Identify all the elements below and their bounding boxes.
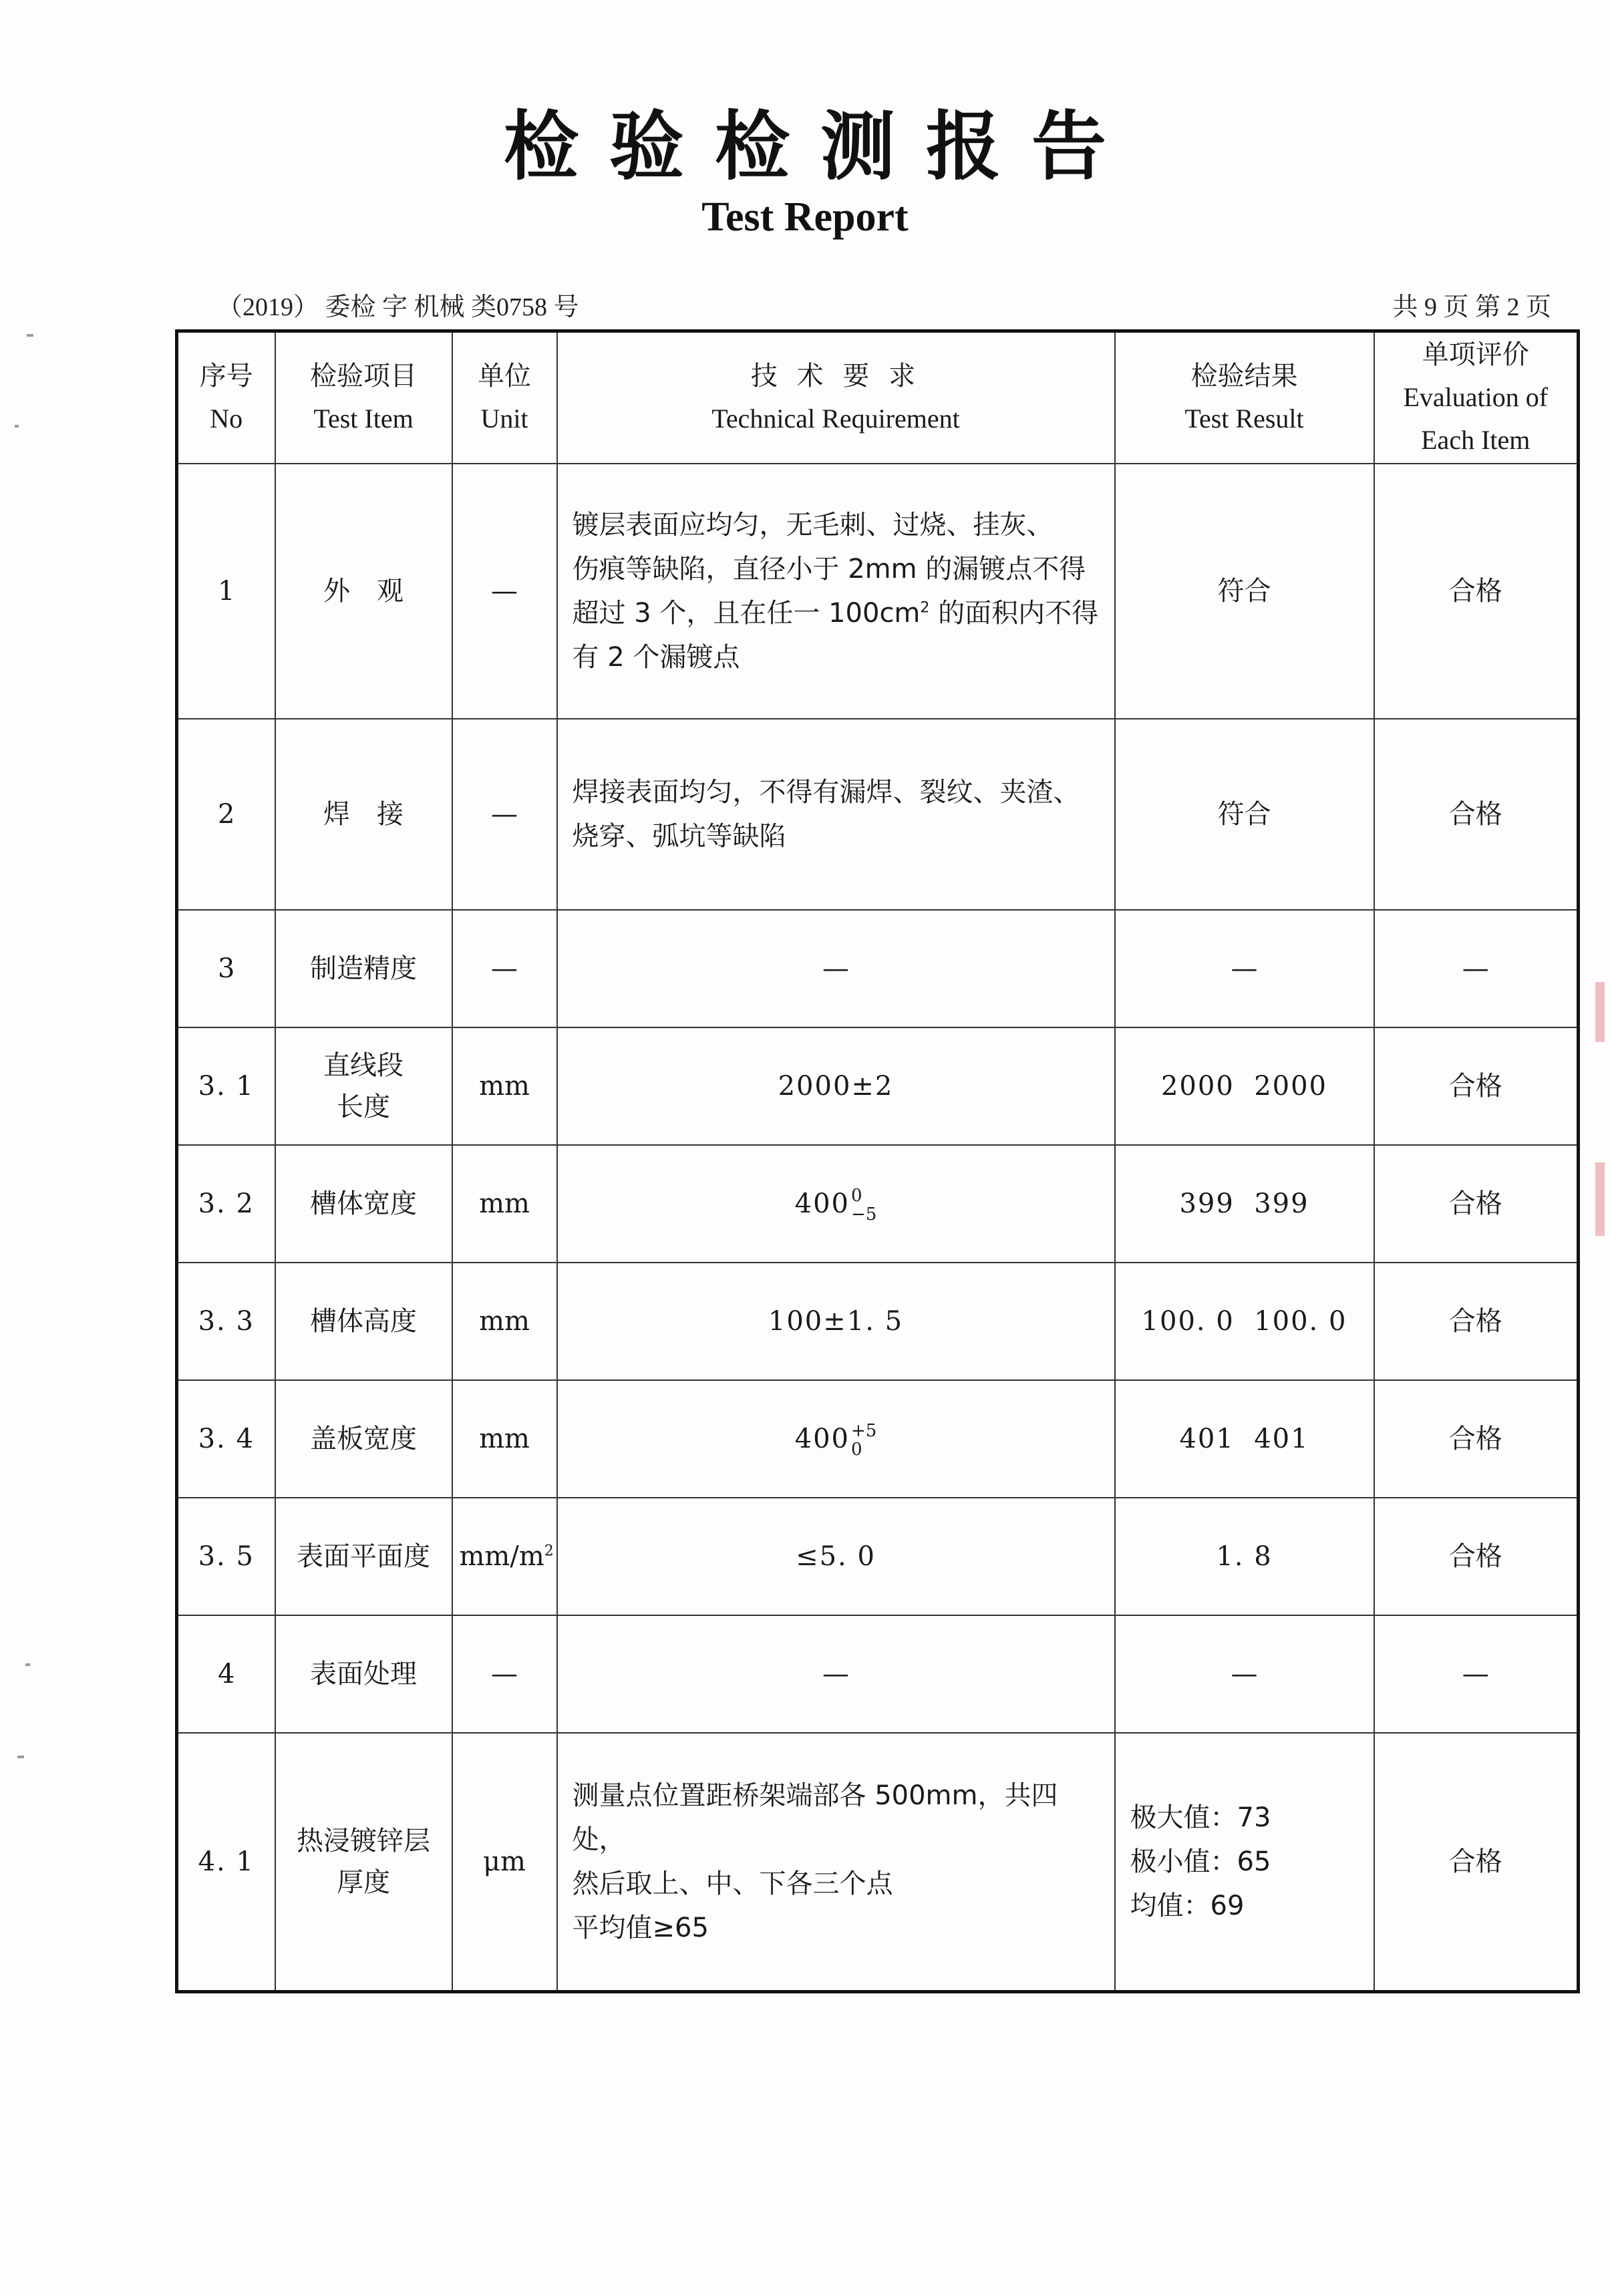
cell-evaluation: 合格 <box>1374 719 1579 910</box>
table-row <box>177 1733 1579 1992</box>
header-result-en: Test Result <box>1184 403 1304 434</box>
cell-evaluation: 合格 <box>1374 1145 1579 1263</box>
cell-no: 3. 1 <box>177 1027 275 1145</box>
cell-evaluation: 合格 <box>1374 1498 1579 1615</box>
cell-result: — <box>1115 1615 1374 1733</box>
req-base: 400 <box>794 1188 850 1219</box>
cell-requirement: — <box>557 910 1115 1027</box>
unit-superscript: 2 <box>544 1542 554 1560</box>
table-row <box>177 1263 1579 1380</box>
cell-unit: — <box>452 1615 557 1733</box>
table-row <box>177 1498 1579 1615</box>
cell-result <box>1115 1733 1374 1992</box>
cell-result: 符合 <box>1115 464 1374 719</box>
req-line: 然后取上、中、下各三个点 <box>572 1868 893 1899</box>
cell-result: 1. 8 <box>1115 1498 1374 1615</box>
table-header-row <box>177 331 1579 464</box>
cell-requirement: — <box>557 1615 1115 1733</box>
cell-item: 槽体高度 <box>275 1263 452 1380</box>
req-text: 的面积内不得 <box>929 597 1099 629</box>
cell-unit: — <box>452 910 557 1027</box>
result-line: 均值：69 <box>1130 1890 1245 1921</box>
report-title-cn: 检验检测报告 <box>504 104 1137 190</box>
tolerance-lower: 0 <box>851 1439 862 1460</box>
cell-requirement: 2000±2 <box>557 1027 1115 1145</box>
req-line: 镀层表面应均匀，无毛刺、过烧、挂灰、 <box>572 509 1054 540</box>
cell-unit: μm <box>452 1733 557 1992</box>
cell-item: 槽体宽度 <box>275 1145 452 1263</box>
cell-evaluation: 合格 <box>1374 1380 1579 1498</box>
req-line: 烧穿、弧坑等缺陷 <box>572 820 786 852</box>
header-no-en: No <box>210 403 243 434</box>
cell-evaluation: 合格 <box>1374 464 1579 719</box>
cell-requirement: 100±1. 5 <box>557 1263 1115 1380</box>
scan-speck <box>15 425 19 428</box>
req-line: 焊接表面均匀，不得有漏焊、裂纹、夹渣、 <box>572 776 1080 808</box>
stamp-edge-mark <box>1595 1162 1605 1236</box>
cell-unit: mm <box>452 1263 557 1380</box>
report-title-en: Test Report <box>701 194 909 240</box>
tolerance <box>851 1187 876 1224</box>
req-line <box>573 591 1100 635</box>
cell-no: 3. 5 <box>177 1498 275 1615</box>
cell-no: 3. 3 <box>177 1263 275 1380</box>
header-eval-en2: Each Item <box>1421 425 1531 456</box>
req-superscript: 2 <box>920 599 930 617</box>
req-base: 400 <box>794 1423 850 1454</box>
cell-item: 盖板宽度 <box>275 1380 452 1498</box>
header-no-cn: 序号 <box>199 361 253 392</box>
table-row <box>177 719 1579 910</box>
cell-evaluation: — <box>1374 910 1579 1027</box>
header-unit <box>452 331 557 464</box>
cell-unit: mm <box>452 1145 557 1263</box>
table-row <box>177 910 1579 1027</box>
header-evaluation <box>1374 331 1579 464</box>
stamp-edge-mark <box>1595 982 1605 1042</box>
header-no <box>177 331 275 464</box>
table-row <box>177 1380 1579 1498</box>
cell-no: 4. 1 <box>177 1733 275 1992</box>
header-item-en: Test Item <box>313 403 414 434</box>
cell-evaluation: 合格 <box>1374 1733 1579 1992</box>
req-text: 超过 3 个，且在任一 100cm <box>572 597 921 629</box>
req-line: 平均值≥65 <box>572 1912 709 1943</box>
tolerance <box>851 1422 876 1459</box>
header-eval-en1: Evaluation of <box>1403 382 1549 413</box>
cell-no: 2 <box>177 719 275 910</box>
result-line: 极小值：65 <box>1130 1846 1271 1877</box>
cell-evaluation: 合格 <box>1374 1027 1579 1145</box>
header-req-cn: 技 术 要 求 <box>750 361 921 392</box>
cell-item <box>275 1733 452 1992</box>
header-item <box>275 331 452 464</box>
cell-requirement <box>557 1733 1115 1992</box>
cell-requirement <box>557 1380 1115 1498</box>
cell-item: 外 观 <box>275 464 452 719</box>
cell-result: 2000 2000 <box>1115 1027 1374 1145</box>
header-requirement <box>557 331 1115 464</box>
req-line: 测量点位置距桥架端部各 500mm，共四处， <box>572 1780 1058 1855</box>
tolerance-lower: −5 <box>851 1204 877 1224</box>
cell-requirement <box>557 1145 1115 1263</box>
scan-speck <box>17 1756 24 1758</box>
req-line: 有 2 个漏镀点 <box>572 641 740 673</box>
cell-result: 399 399 <box>1115 1145 1374 1263</box>
cell-unit: — <box>452 464 557 719</box>
cell-no: 3 <box>177 910 275 1027</box>
table-row <box>177 1145 1579 1263</box>
cell-result: 100. 0 100. 0 <box>1115 1263 1374 1380</box>
item-line: 直线段 <box>323 1049 404 1081</box>
item-line: 长度 <box>337 1091 390 1122</box>
header-result-cn: 检验结果 <box>1190 361 1298 392</box>
cell-item: 表面平面度 <box>275 1498 452 1615</box>
table-row <box>177 1027 1579 1145</box>
cell-result: 符合 <box>1115 719 1374 910</box>
header-item-cn: 检验项目 <box>310 361 417 392</box>
header-unit-en: Unit <box>480 403 528 434</box>
header-req-en: Technical Requirement <box>711 403 960 434</box>
unit-base: mm/m <box>459 1540 544 1572</box>
tolerance-upper: +5 <box>851 1421 877 1442</box>
cell-result: 401 401 <box>1115 1380 1374 1498</box>
table-row <box>177 1615 1579 1733</box>
cell-no: 4 <box>177 1615 275 1733</box>
cell-evaluation: — <box>1374 1615 1579 1733</box>
scan-speck <box>25 1663 30 1666</box>
req-line: 伤痕等缺陷，直径小于 2mm 的漏镀点不得 <box>572 553 1086 585</box>
cell-item: 焊 接 <box>275 719 452 910</box>
item-line: 厚度 <box>337 1866 390 1898</box>
header-eval-cn: 单项评价 <box>1422 339 1529 371</box>
cell-no: 3. 4 <box>177 1380 275 1498</box>
page-info: 共 9 页 第 2 页 <box>1392 293 1551 321</box>
table-row <box>177 464 1579 719</box>
cell-evaluation: 合格 <box>1374 1263 1579 1380</box>
test-results-table <box>175 329 1580 1993</box>
cell-unit: mm <box>452 1380 557 1498</box>
cell-requirement <box>557 464 1115 719</box>
cell-requirement <box>557 719 1115 910</box>
cell-no: 1 <box>177 464 275 719</box>
header-result <box>1115 331 1374 464</box>
header-unit-cn: 单位 <box>478 361 531 392</box>
report-number: （2019） 委检 字 机械 类0758 号 <box>217 293 579 321</box>
cell-result: — <box>1115 910 1374 1027</box>
cell-unit: mm <box>452 1027 557 1145</box>
cell-item: 表面处理 <box>275 1615 452 1733</box>
scan-speck <box>27 334 33 337</box>
cell-unit: — <box>452 719 557 910</box>
result-line: 极大值：73 <box>1130 1802 1271 1833</box>
cell-item <box>275 1027 452 1145</box>
cell-no: 3. 2 <box>177 1145 275 1263</box>
tolerance-upper: 0 <box>851 1186 862 1206</box>
item-line: 热浸镀锌层 <box>297 1825 430 1856</box>
cell-unit <box>452 1498 557 1615</box>
cell-item: 制造精度 <box>275 910 452 1027</box>
cell-requirement: ≤5. 0 <box>557 1498 1115 1615</box>
